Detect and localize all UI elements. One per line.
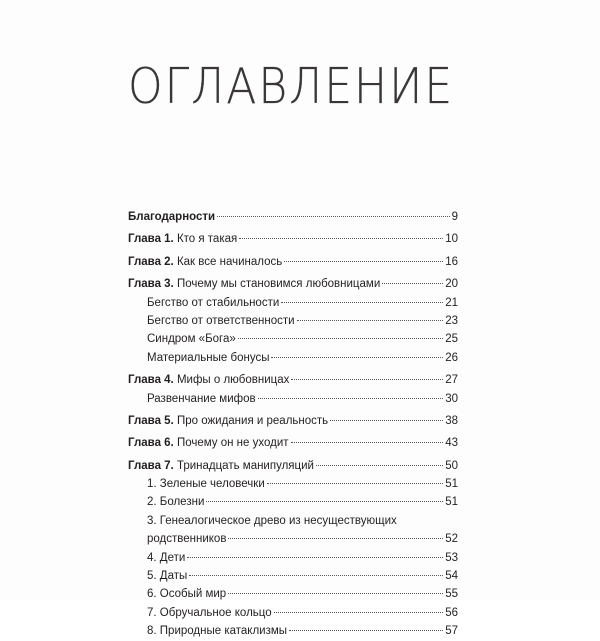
toc-entry-title: Бегство от ответственности [147,314,295,327]
toc-page-number: 50 [445,459,458,472]
toc-page-number: 56 [445,606,458,619]
toc-entry[interactable] [128,457,458,475]
dot-leader [271,357,443,358]
toc-page-number: 21 [445,296,458,309]
toc-page-number: 52 [445,533,458,546]
dot-leader [228,593,443,594]
toc-subentry[interactable] [128,390,458,408]
toc-entry-heading: Благодарности [128,211,216,223]
toc-chapter-label: Глава 1. [128,233,174,246]
toc-page-number: 43 [445,437,458,450]
toc-entry-title: Почему он не уходит [173,437,289,450]
toc-subentry[interactable] [128,604,458,622]
toc-entry-title: 4. Дети [147,551,186,564]
dot-leader [297,320,444,321]
toc-page-number: 51 [445,496,458,509]
toc-subentry[interactable] [128,549,458,567]
dot-leader [238,338,443,339]
dot-leader [189,575,443,576]
toc-subentry[interactable] [128,567,458,585]
toc-entry-title: Синдром «Бога» [147,333,236,346]
toc-page-number: 30 [445,392,458,405]
toc-subentry[interactable] [128,530,458,548]
toc-subentry[interactable] [128,475,458,493]
toc-page-number: 9 [451,211,458,223]
toc-entry[interactable] [128,434,458,452]
toc-subentry[interactable] [128,622,458,640]
toc-subentry[interactable] [128,585,458,603]
toc-entry-title: Бегство от стабильности [147,296,280,309]
toc-entry-title: Мифы о любовницах [173,374,290,387]
dot-leader [206,501,443,502]
toc-entry-title: Почему мы становимся любовницами [173,278,381,291]
toc-entry[interactable] [128,208,458,226]
toc-subentry[interactable] [128,349,458,367]
toc-entry[interactable] [128,412,458,430]
toc-subentry[interactable] [128,312,458,330]
dot-leader [382,283,443,284]
page-title: ОГЛАВЛЕНИЕ [128,58,455,116]
dot-leader [330,420,443,421]
toc-entry[interactable] [128,253,458,271]
dot-leader [239,238,443,239]
toc-page-number: 38 [445,414,458,427]
toc-page-number: 23 [445,314,458,327]
toc-page-number: 20 [445,278,458,291]
toc-chapter-label: Глава 5. [128,414,174,427]
toc-entry-title: родственников [147,533,227,546]
toc-chapter-label: Глава 4. [128,374,174,387]
toc-subentry-first-line[interactable]: 3. Генеалогическое древо из несуществующих [147,514,397,527]
toc-page-number: 25 [445,333,458,346]
toc-subentry[interactable] [128,493,458,511]
toc-entry-title: 2. Болезни [147,496,205,509]
toc-entry-title: 5. Даты [147,570,188,583]
dot-leader [258,398,444,399]
dot-leader [316,465,443,466]
dot-leader [284,261,443,262]
dot-leader [291,379,443,380]
toc-entry-title: Как все начиналось [173,255,283,268]
toc-page-number: 57 [445,625,458,638]
toc-entry-title: Материальные бонусы [147,351,270,364]
dot-leader [291,442,444,443]
toc-entry[interactable] [128,275,458,293]
toc-page-number: 26 [445,351,458,364]
toc-chapter-label: Глава 3. [128,278,174,291]
toc-page-number: 55 [445,588,458,601]
toc-page-number: 16 [445,255,458,268]
dot-leader [228,538,443,539]
toc-chapter-label: Глава 7. [128,459,174,472]
toc-entry-title: 1. Зеленые человечки [147,478,265,491]
toc-entry-title: Развенчание мифов [147,392,256,405]
toc-entry[interactable] [128,230,458,248]
toc-subentry[interactable] [128,294,458,312]
toc-entry-title: 7. Обручальное кольцо [147,606,272,619]
toc-entry-title: 6. Особый мир [147,588,227,601]
toc-page-number: 27 [445,374,458,387]
dot-leader [217,216,449,217]
toc-chapter-label: Глава 6. [128,437,174,450]
toc-page-number: 51 [445,478,458,491]
toc-page-number: 10 [445,233,458,246]
toc-entry[interactable] [128,371,458,389]
dot-leader [267,483,443,484]
toc-subentry[interactable] [128,330,458,348]
dot-leader [281,302,443,303]
table-of-contents [128,208,458,641]
toc-page-number: 53 [445,551,458,564]
toc-chapter-label: Глава 2. [128,255,174,268]
dot-leader [274,612,444,613]
toc-entry-title: 8. Природные катаклизмы [147,625,288,638]
dot-leader [187,557,443,558]
dot-leader [289,630,443,631]
toc-entry-title: Тринадцать манипуляций [173,459,314,472]
toc-entry-title: Про ожидания и реальность [173,414,329,427]
toc-entry-title: Кто я такая [173,233,238,246]
toc-page-number: 54 [445,570,458,583]
